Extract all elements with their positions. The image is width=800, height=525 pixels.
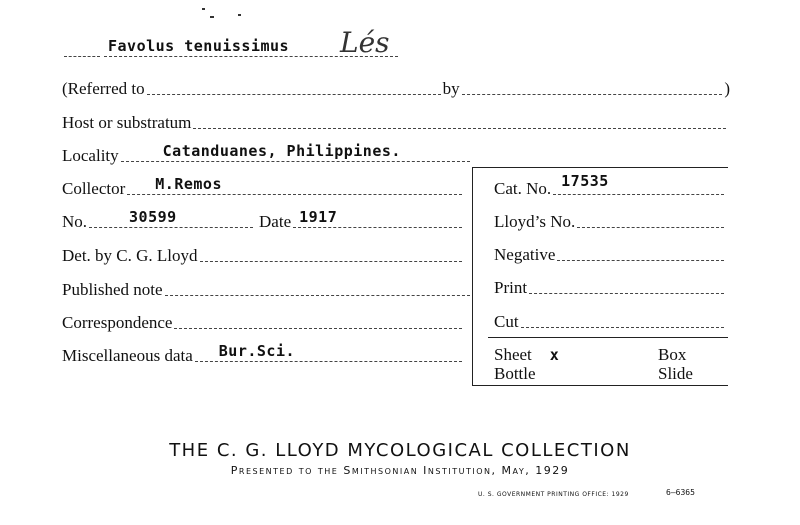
lloyds-label: Lloyd’s No. [494,212,576,231]
det-label: Det. by C. G. Lloyd [62,246,198,265]
locality-line [121,142,470,162]
host-row [62,114,728,132]
by-label: by [442,79,460,98]
no-label: No. [62,212,88,231]
date-line [293,208,462,228]
published-line [165,283,470,296]
cut-row [494,313,726,331]
negative-label: Negative [494,245,556,264]
collection-subtitle: Presented to the Smithsonian Institution, May, 1929 [230,464,570,477]
det-line [200,249,462,262]
box-top-line [472,167,728,168]
number-date-row [62,208,464,231]
box-label: Box [658,345,687,364]
bottle-row [494,365,536,383]
box-bottom-line [472,385,728,386]
misc-line [195,342,462,362]
collector-label: Collector [62,179,126,198]
ink-speck [238,14,241,16]
no-value: 30599 [129,208,177,226]
cut-line [521,315,724,328]
print-label: Print [494,278,528,297]
referred-to-label: (Referred to [62,79,145,98]
host-label: Host or substratum [62,113,192,132]
print-line [529,281,724,294]
date-label: Date [259,212,292,231]
cat-value: 17535 [561,172,609,190]
lloyds-row [494,213,726,231]
locality-value: Catanduanes, Philippines. [162,142,401,160]
misc-label: Miscellaneous data [62,346,193,365]
printer-imprint: U. S. GOVERNMENT PRINTING OFFICE: 1929 [478,491,629,498]
correspondence-row [62,314,464,332]
species-leader [64,44,100,57]
host-line [193,116,726,129]
misc-row [62,342,464,365]
sheet-label: Sheet [494,345,532,364]
det-row [62,247,464,265]
correspondence-label: Correspondence [62,313,173,332]
sheet-row [494,346,561,364]
cat-line [553,172,724,195]
collector-row [62,175,464,198]
cut-label: Cut [494,312,519,331]
by-line [462,82,723,95]
published-label: Published note [62,280,163,299]
collector-value: M.Remos [155,175,222,193]
cat-label: Cat. No. [494,179,552,198]
sheet-mark: x [549,346,560,364]
no-line [89,208,253,228]
collection-title: THE C. G. LLOYD MYCOLOGICAL COLLECTION [169,440,631,461]
lloyds-line [577,215,724,228]
slide-row [658,365,693,383]
locality-label: Locality [62,146,119,165]
negative-row [494,246,726,264]
ink-speck [210,16,214,18]
close-paren: ) [724,79,730,98]
correspondence-line [174,316,462,329]
handwritten-annotation: Lés [340,26,390,59]
box-left-line [472,167,473,385]
ink-speck [202,8,205,10]
collector-line [127,175,462,195]
form-number: 6—6365 [666,488,695,497]
locality-row [62,142,472,165]
bottle-label: Bottle [494,364,536,383]
species-value: Favolus tenuissimus [108,37,290,55]
misc-value: Bur.Sci. [218,342,296,360]
print-row [494,279,726,297]
negative-line [557,248,724,261]
box-row [658,346,686,364]
referred-row [62,80,730,98]
date-value: 1917 [299,208,338,226]
referred-to-line [147,82,441,95]
published-row [62,281,472,299]
cut-separator-line [488,337,728,338]
slide-label: Slide [658,364,693,383]
cat-row [494,172,726,198]
